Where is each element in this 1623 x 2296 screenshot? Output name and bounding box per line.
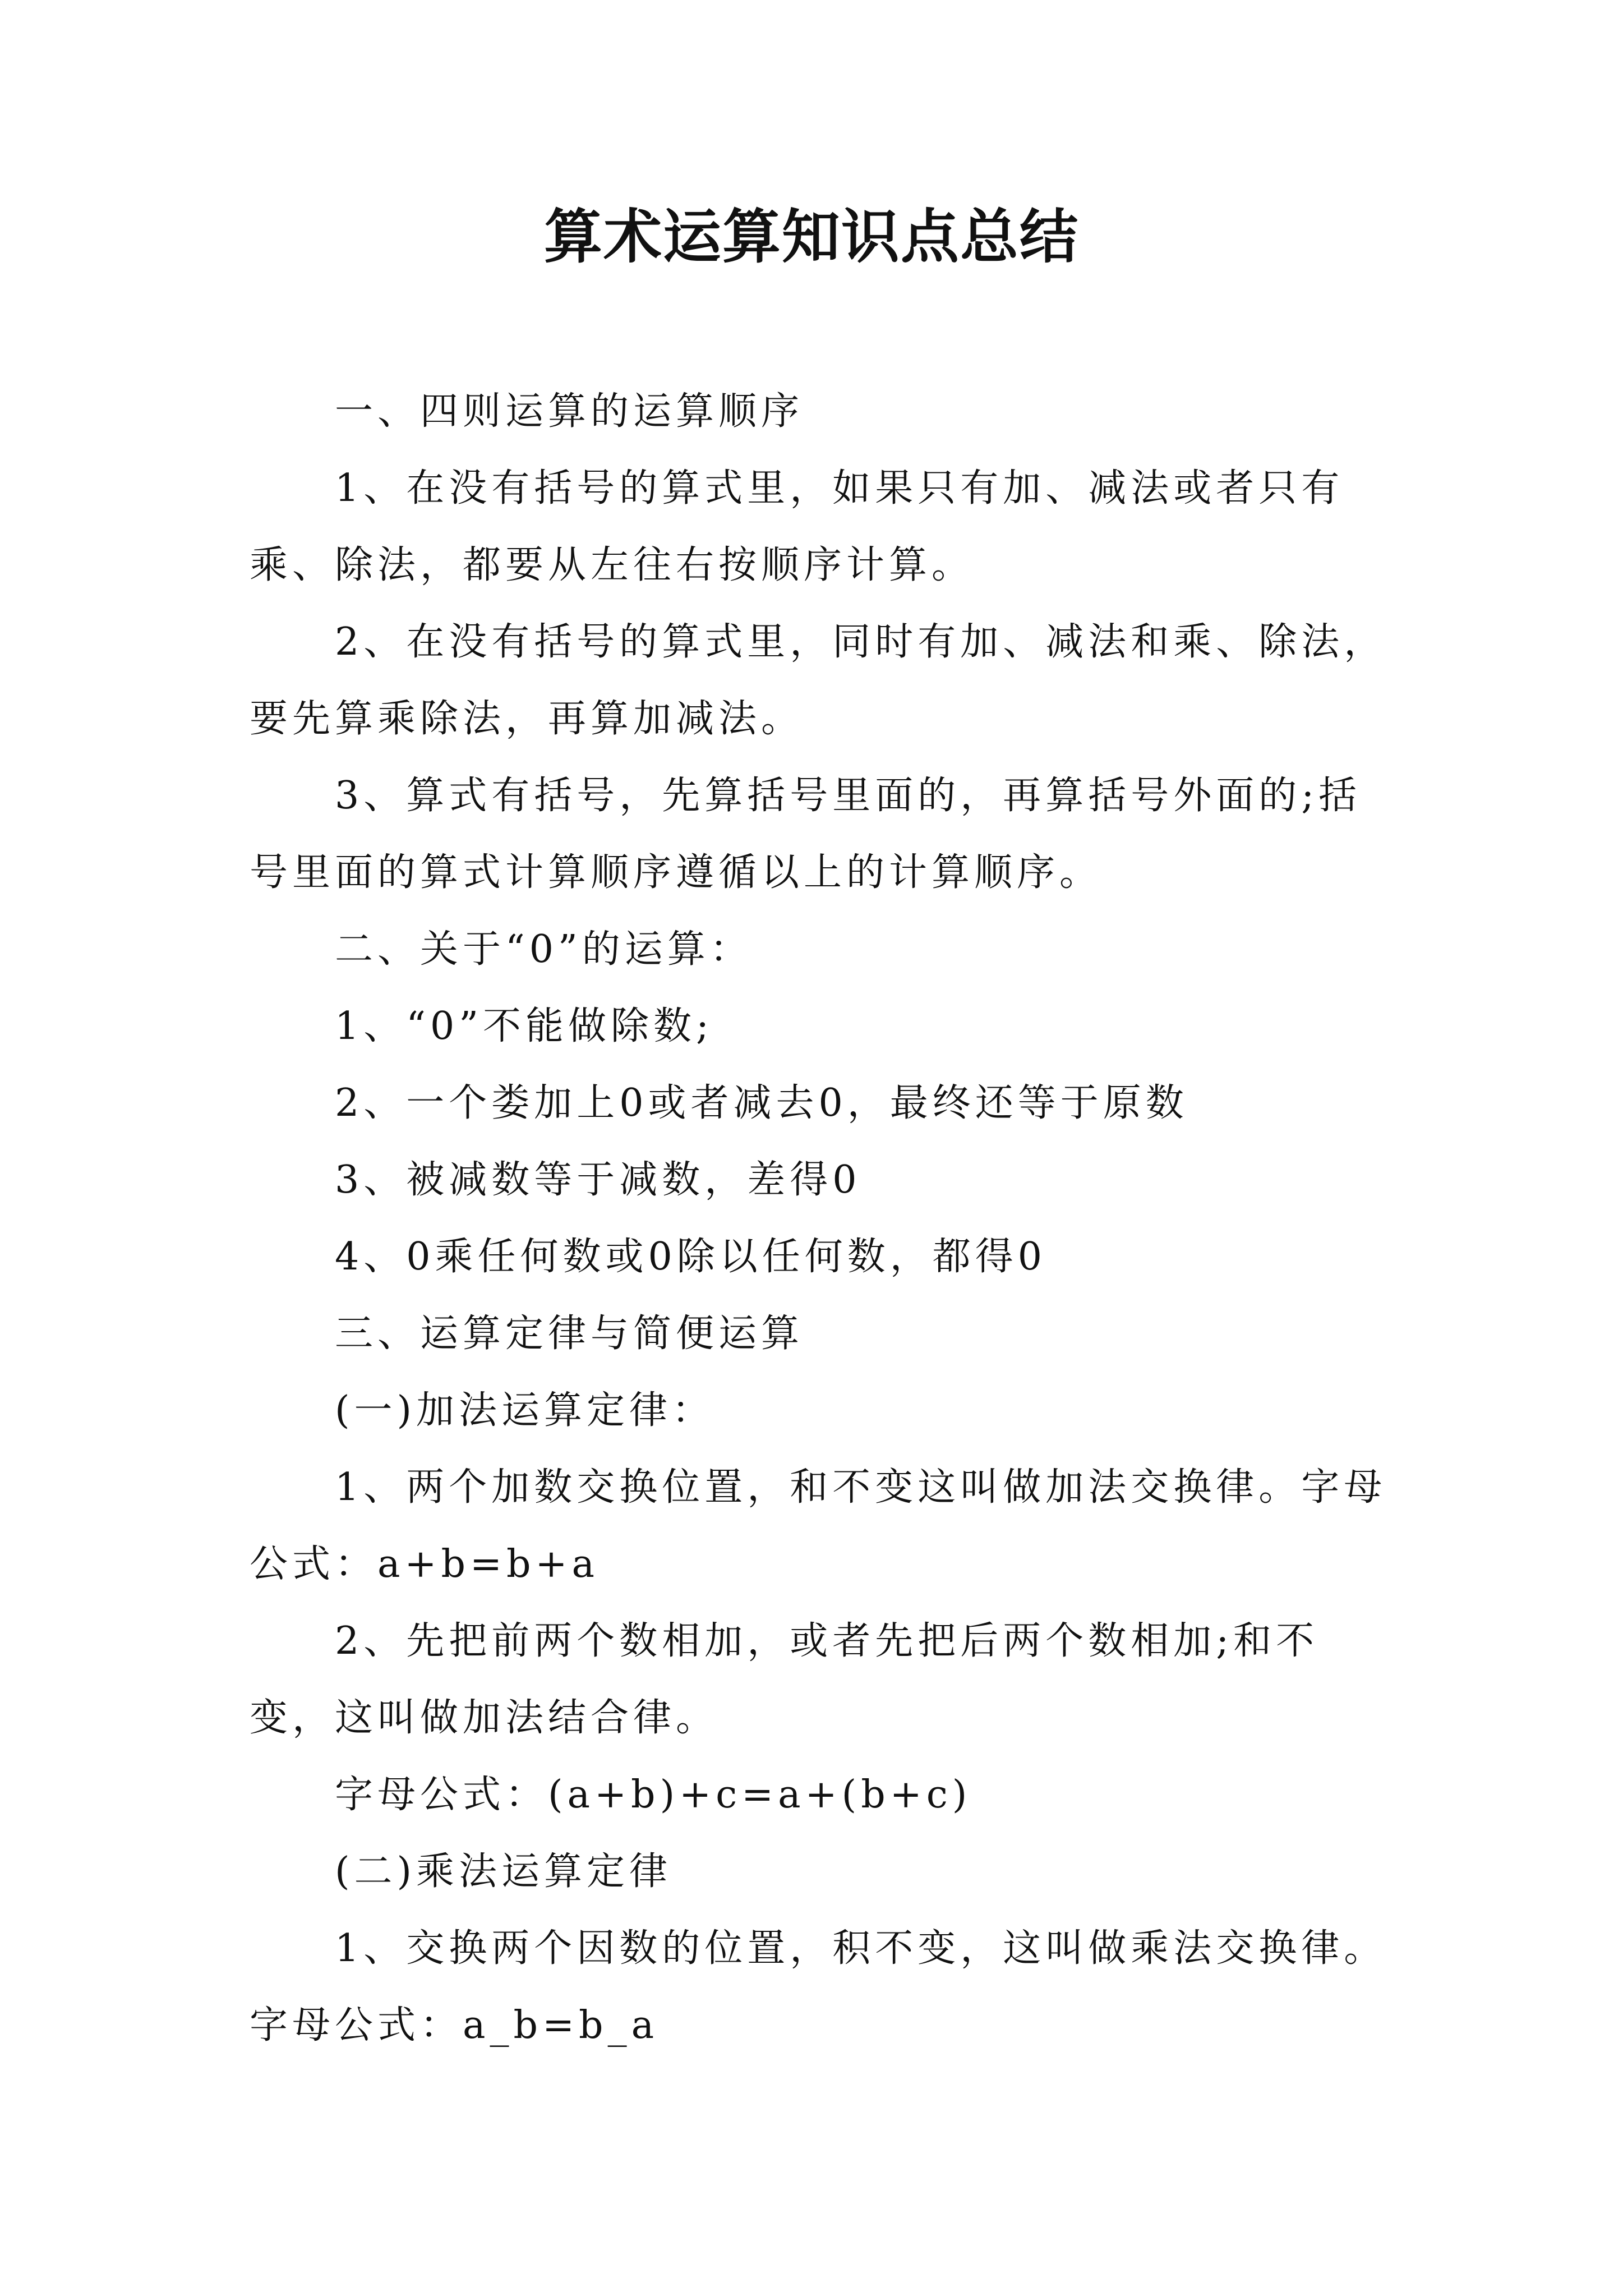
section-heading-2: 二、关于“0”的运算： (335, 927, 753, 972)
document-body (250, 373, 1399, 2064)
paragraph: 4、0乘任何数或0除以任何数，都得0 (335, 1235, 1047, 1279)
section-heading-1: 一、四则运算的运算顺序 (335, 389, 804, 434)
paragraph: 2、在没有括号的算式里，同时有加、减法和乘、除法，要先算乘除法，再算加减法。 (250, 620, 1387, 741)
paragraph: 1、“0”不能做除数; (335, 1004, 713, 1048)
section-heading-3: 三、运算定律与简便运算 (335, 1312, 804, 1356)
subsection-heading: (一)加法运算定律： (335, 1388, 715, 1433)
paragraph: 2、先把前两个数相加，或者先把后两个数相加;和不变，这叫做加法结合律。 (250, 1619, 1319, 1740)
paragraph: 1、在没有括号的算式里，如果只有加、减法或者只有乘、除法，都要从左往右按顺序计算。 (250, 466, 1344, 587)
paragraph: 2、一个娄加上0或者减去0，最终还等于原数 (335, 1081, 1188, 1125)
subsection-heading: (二)乘法运算定律 (335, 1849, 672, 1894)
document-title: 算术运算知识点总结 (543, 202, 1079, 271)
paragraph: 1、两个加数交换位置，和不变这叫做加法交换律。字母公式：a+b=b+a (250, 1465, 1387, 1586)
paragraph: 1、交换两个因数的位置，积不变，这叫做乘法交换律。字母公式：a_b=b_a (250, 1926, 1387, 2047)
formula-line: 字母公式：(a+b)+c=a+(b+c) (335, 1773, 972, 1817)
paragraph: 3、算式有括号，先算括号里面的，再算括号外面的;括号里面的算式计算顺序遵循以上的计算顺序。 (250, 774, 1362, 895)
paragraph: 3、被减数等于减数，差得0 (335, 1158, 861, 1202)
